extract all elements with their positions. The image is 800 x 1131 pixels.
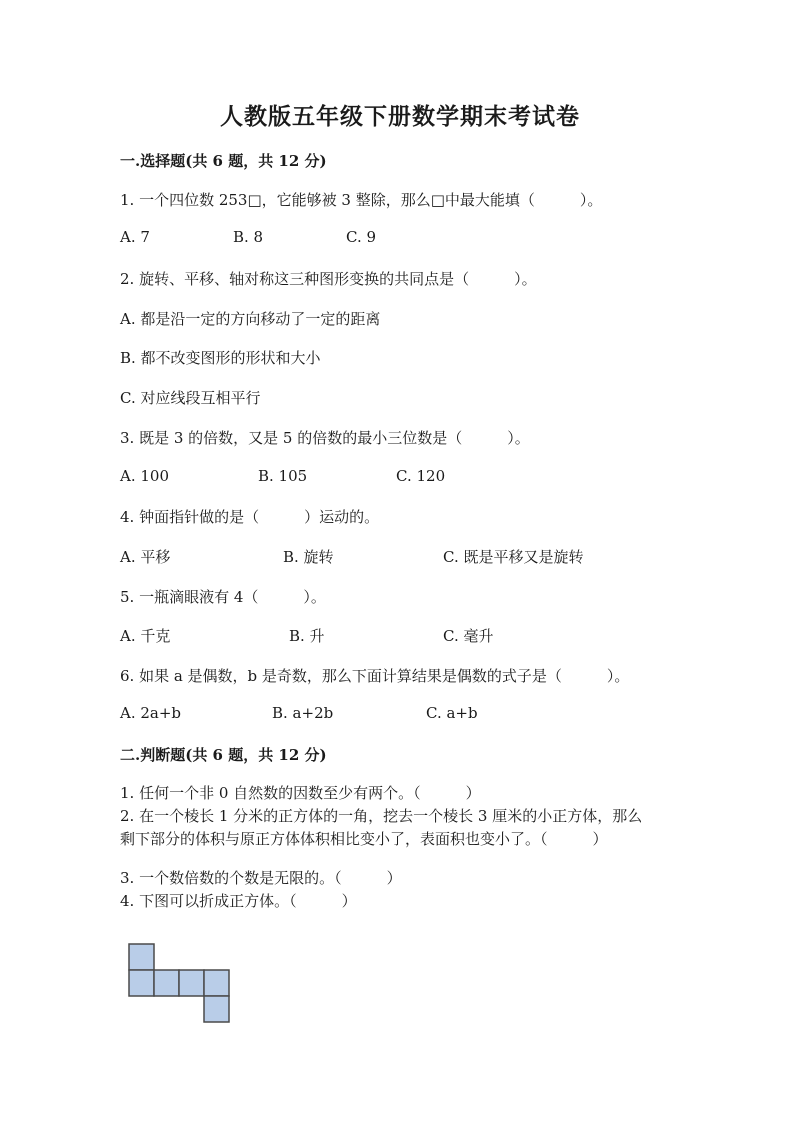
net-square [129,944,154,970]
option-a: A. 2a+b [120,704,182,722]
option-b: B. 都不改变图形的形状和大小 [120,349,321,367]
option-a: A. 平移 [120,548,171,566]
option-b: B. 105 [258,467,308,485]
section-heading-choice: 一.选择题(共 6 题，共 12 分) [120,152,327,170]
page-title: 人教版五年级下册数学期末考试卷 [220,103,580,130]
question-text: 2. 旋转、平移、轴对称这三种图形变换的共同点是（ ）。 [120,270,537,288]
question-text: 6. 如果 a 是偶数，b 是奇数，那么下面计算结果是偶数的式子是（ ）。 [120,667,630,685]
option-a: A. 都是沿一定的方向移动了一定的距离 [120,310,381,328]
option-b: B. 旋转 [283,548,334,566]
option-a: A. 100 [120,467,169,485]
option-c: C. 毫升 [443,627,494,645]
net-square [154,970,179,996]
option-c: C. 9 [346,228,377,246]
question-text: 3. 既是 3 的倍数，又是 5 的倍数的最小三位数是（ ）。 [120,429,530,447]
net-square [204,996,229,1022]
question-text: 3. 一个数倍数的个数是无限的。（ ） [120,869,402,887]
option-c: C. 对应线段互相平行 [120,389,261,407]
net-square [179,970,204,996]
option-a: A. 千克 [120,627,171,645]
net-square [129,970,154,996]
question-text: 1. 任何一个非 0 自然数的因数至少有两个。（ ） [120,784,481,802]
section-heading-judgement: 二.判断题(共 6 题，共 12 分) [120,746,327,764]
question-text: 2. 在一个棱长 1 分米的正方体的一角，挖去一个棱长 3 厘米的小正方体，那么 [120,807,643,825]
question-text-continued: 剩下部分的体积与原正方体体积相比变小了，表面积也变小了。（ ） [120,830,608,848]
option-b: B. a+2b [272,704,334,722]
option-a: A. 7 [120,228,150,246]
question-text: 1. 一个四位数 253□，它能够被 3 整除，那么□中最大能填（ ）。 [120,191,603,209]
option-c: C. a+b [426,704,478,722]
net-square [204,970,229,996]
question-text: 4. 钟面指针做的是（ ）运动的。 [120,508,380,526]
option-b: B. 8 [233,228,264,246]
option-c: C. 既是平移又是旋转 [443,548,584,566]
option-b: B. 升 [289,627,325,645]
cube-net-figure [128,943,232,1023]
option-c: C. 120 [396,467,446,485]
question-text: 4. 下图可以折成正方体。（ ） [120,892,357,910]
question-text: 5. 一瓶滴眼液有 4（ ）。 [120,588,326,606]
